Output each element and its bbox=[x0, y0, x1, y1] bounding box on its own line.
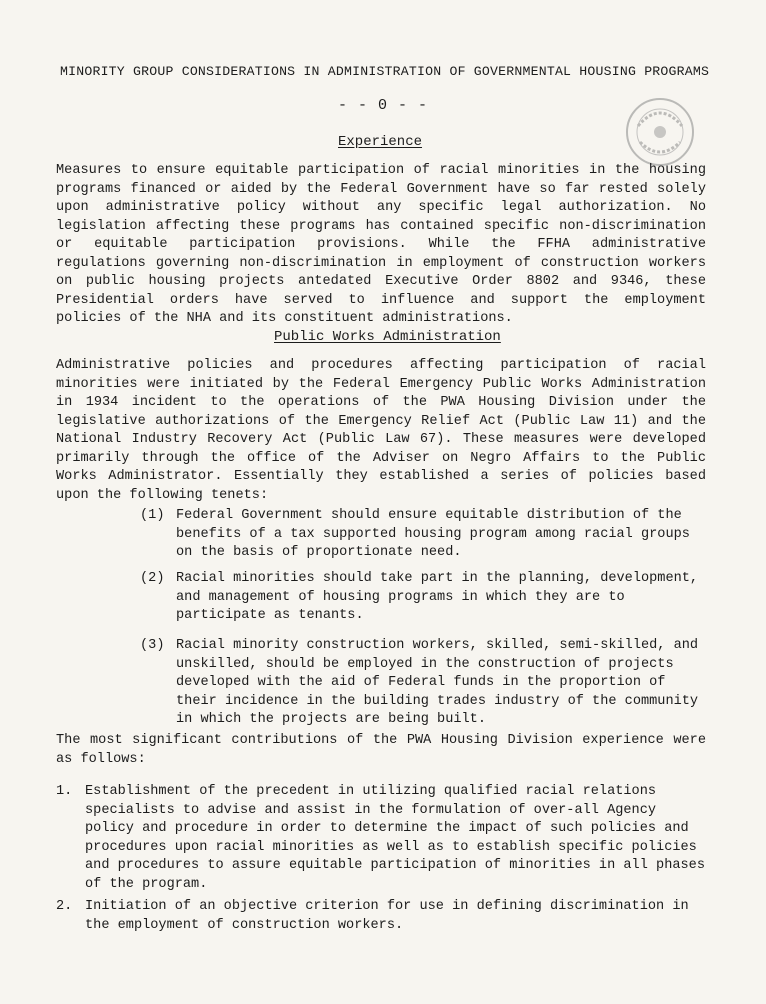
tenet-text: Racial minorities should take part in the planning, development, and management of housing programs in which they are to participate as tenants. bbox=[176, 571, 699, 623]
experience-paragraph: Measures to ensure equitable participation of racial minorities in the housing programs financed or aided by the Federal Government have so far rested solely upon administrative policy without any specific legal authorization. No legislation affecting these programs has contained specific non-discrimination or equitable participation provisions. While the FFHA administrative regulations governing non-discrimination in employment of construction workers on public housing projects antedated Executive Order 8802 and 9346, these Presidential orders have served to influence and support the employment policies of the NHA and its constituent administrations. bbox=[56, 163, 706, 326]
pwa-paragraph: Administrative policies and procedures affecting participation of racial minorities were initiated by the Federal Emergency Public Works Administration in 1934 incident to the operations of the PWA Housing Division under the legislative authorizations of the Emergency Relief Act (Public Law 11) and the National Industry Recovery Act (Public Law 67). These measures were developed primarily through the office of the Adviser on Negro Affairs to the Public Works Administrator. Essentially they established a series of policies based upon the following tenets: bbox=[56, 358, 706, 503]
contributions-intro: The most significant contributions of the PWA Housing Division experience were as follows: bbox=[56, 733, 706, 767]
tenet-item bbox=[140, 637, 700, 730]
document-title: MINORITY GROUP CONSIDERATIONS IN ADMINISTRATION OF GOVERNMENTAL HOUSING PROGRAMS bbox=[60, 64, 710, 79]
tenet-text: Racial minority construction workers, skilled, semi-skilled, and unskilled, should be employed in the construction of projects developed with the aid of Federal funds in the proportion of their incidence in the building trades industry of the community in which the projects are being built. bbox=[176, 638, 699, 727]
tenet-label: (2) bbox=[140, 571, 165, 586]
contribution-item bbox=[56, 898, 706, 935]
title-separator: - - 0 - - bbox=[337, 97, 428, 114]
contribution-text: Initiation of an objective criterion for use in defining discrimination in the employment of construction workers. bbox=[85, 899, 689, 933]
tenet-item bbox=[140, 507, 700, 563]
contribution-item bbox=[56, 783, 706, 894]
tenet-text: Federal Government should ensure equitable distribution of the benefits of a tax supported housing program among racial groups on the basis of proportionate need. bbox=[176, 508, 690, 560]
tenet-label: (1) bbox=[140, 508, 165, 523]
tenet-label: (3) bbox=[140, 638, 165, 653]
contribution-label: 1. bbox=[56, 784, 73, 799]
heading-experience: Experience bbox=[338, 134, 423, 150]
contribution-label: 2. bbox=[56, 899, 73, 914]
contribution-text: Establishment of the precedent in utilizing qualified racial relations specialists to advise and assist in the formulation of over-all Agency policy and procedure in order to determine the impact of such policies and procedures upon racial minorities as well as to establish specific policies and procedures to assure equitable participation of minorities in all phases of the program. bbox=[85, 784, 705, 892]
tenet-item bbox=[140, 570, 700, 626]
heading-public-works-administration: Public Works Administration bbox=[274, 329, 501, 345]
